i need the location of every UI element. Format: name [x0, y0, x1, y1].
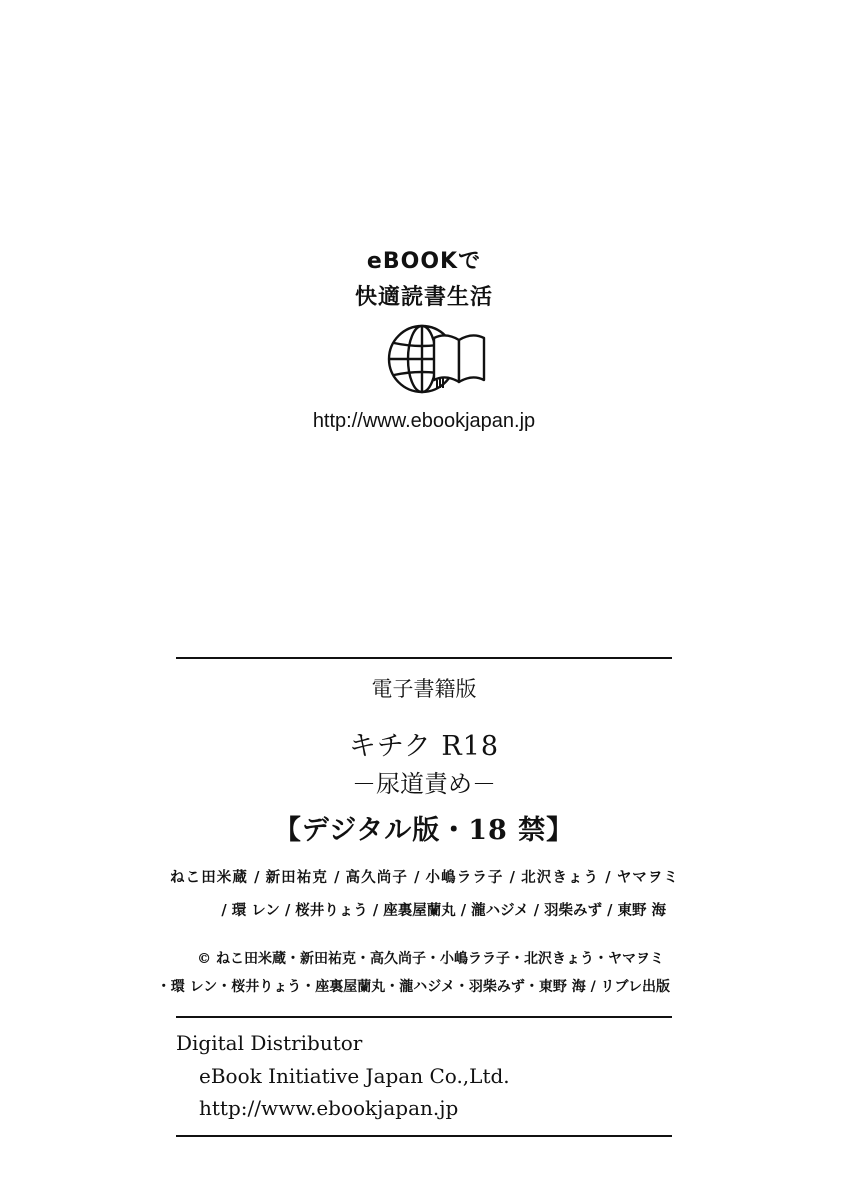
distributor-url: http://www.ebookjapan.jp — [199, 1096, 459, 1120]
distributor-label: Digital Distributor — [176, 1031, 363, 1055]
book-subtitle: －尿道責め－ — [352, 770, 496, 798]
authors-line-1: ねこ田米蔵 / 新田祐克 / 高久尚子 / 小嶋ララ子 / 北沢きょう / ヤマヲミ — [170, 869, 678, 886]
distributor-name: eBook Initiative Japan Co.,Ltd. — [199, 1064, 510, 1088]
globe-book-icon — [384, 322, 488, 396]
ad-tagline-top: eBOOKで — [366, 249, 482, 274]
middle-divider — [176, 1016, 672, 1018]
ad-website-url: http://www.ebookjapan.jp — [312, 410, 536, 432]
top-divider — [176, 657, 672, 659]
bottom-divider — [176, 1135, 672, 1137]
book-title: キチク R18 — [348, 731, 500, 762]
edition-label: 電子書籍版 — [371, 677, 477, 701]
copyright-line-1: © ねこ田米蔵・新田祐克・高久尚子・小嶋ララ子・北沢きょう・ヤマヲミ — [197, 951, 664, 967]
authors-line-2: / 環 レン / 桜井りょう / 座裏屋蘭丸 / 瀧ハジメ / 羽柴みず / 東野 海 — [221, 902, 666, 919]
ad-tagline-bottom: 快適読書生活 — [354, 285, 493, 310]
edition-tag: 【デジタル版・18 禁】 — [273, 815, 575, 846]
copyright-line-2: ・環 レン・桜井りょう・座裏屋蘭丸・瀧ハジメ・羽柴みず・東野 海 / リブレ出版 — [156, 979, 670, 995]
